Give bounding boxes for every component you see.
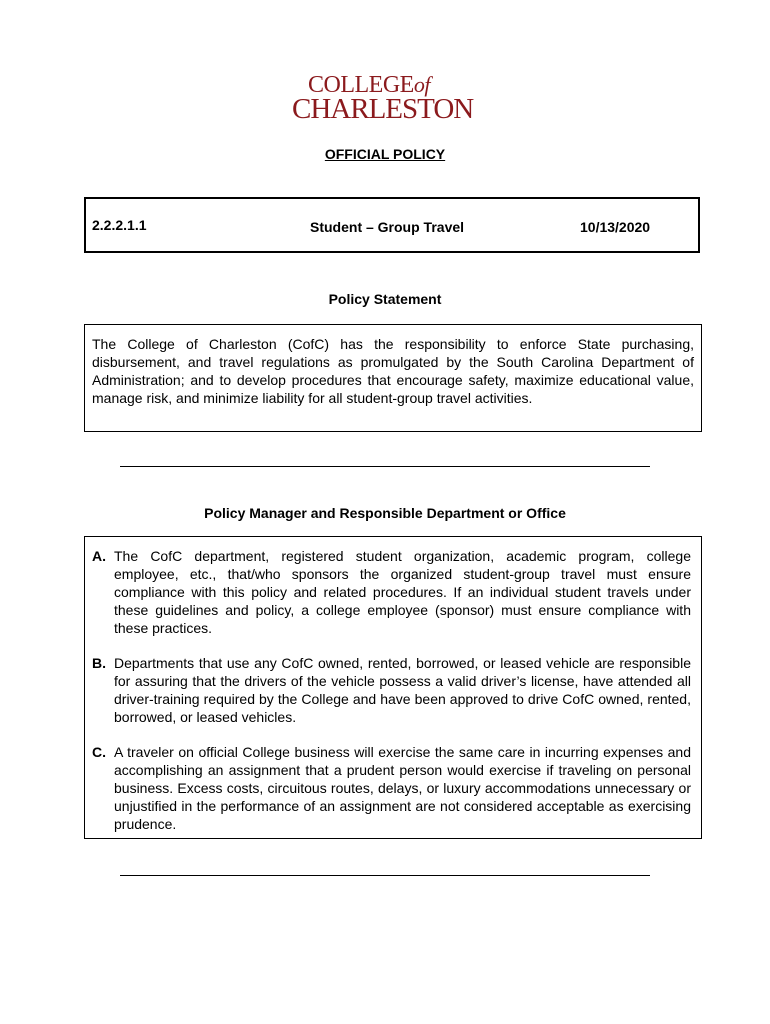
- divider: [120, 466, 650, 467]
- document-type-title: OFFICIAL POLICY: [324, 146, 446, 162]
- logo-line-college: COLLEGEof: [308, 72, 430, 98]
- divider: [120, 875, 650, 876]
- policy-statement-text: The College of Charleston (CofC) has the responsibility to enforce State purchasing, disbursement, and travel regulations as promulgated by the South Carolina Department of Administration; and to develop procedures that encourage safety, maximize educational value, manage risk, and minimize liability for all student-group travel activities.: [92, 336, 694, 406]
- college-logo: [292, 72, 482, 124]
- list-item-letter: C.: [92, 744, 106, 760]
- list-item: [92, 654, 691, 726]
- policy-number: 2.2.2.1.1: [92, 217, 147, 233]
- policy-manager-heading: Policy Manager and Responsible Department or Office: [204, 505, 566, 521]
- policy-title: Student – Group Travel: [310, 219, 465, 235]
- logo-line-charleston: CHARLESTON: [292, 93, 474, 125]
- list-item: [92, 547, 691, 637]
- policy-statement-box: [84, 324, 702, 432]
- list-item-text: The CofC department, registered student organization, academic program, college employee, etc., that/who sponsors the organized student-group travel must ensure compliance with this policy and related procedures. If an individual student travels under these guidelines and policy, a college employee (sponsor) must ensure compliance with these practices.: [114, 548, 691, 636]
- logo-of: of: [413, 72, 430, 97]
- policy-date: 10/13/2020: [580, 219, 651, 235]
- list-item-text: Departments that use any CofC owned, rented, borrowed, or leased vehicle are responsible for assuring that the drivers of the vehicle possess a valid driver’s license, have attended all driver-training required by the College and have been approved to drive CofC owned, rented, borrowed, or leased vehicles.: [114, 655, 691, 725]
- list-item-text: A traveler on official College business will exercise the same care in incurring expenses and accomplishing an assignment that a prudent person would exercise if traveling on personal business. Excess costs, circuitous routes, delays, or luxury accommodations unnecessary or unjustified in the performance of an assignment are not considered acceptable as exercising prudence.: [114, 744, 691, 832]
- policy-manager-box: [84, 536, 702, 839]
- list-item-letter: B.: [92, 655, 106, 671]
- list-item-letter: A.: [92, 548, 106, 564]
- policy-statement-heading: Policy Statement: [328, 291, 442, 307]
- list-item: [92, 743, 691, 833]
- policy-header-box: [84, 197, 700, 253]
